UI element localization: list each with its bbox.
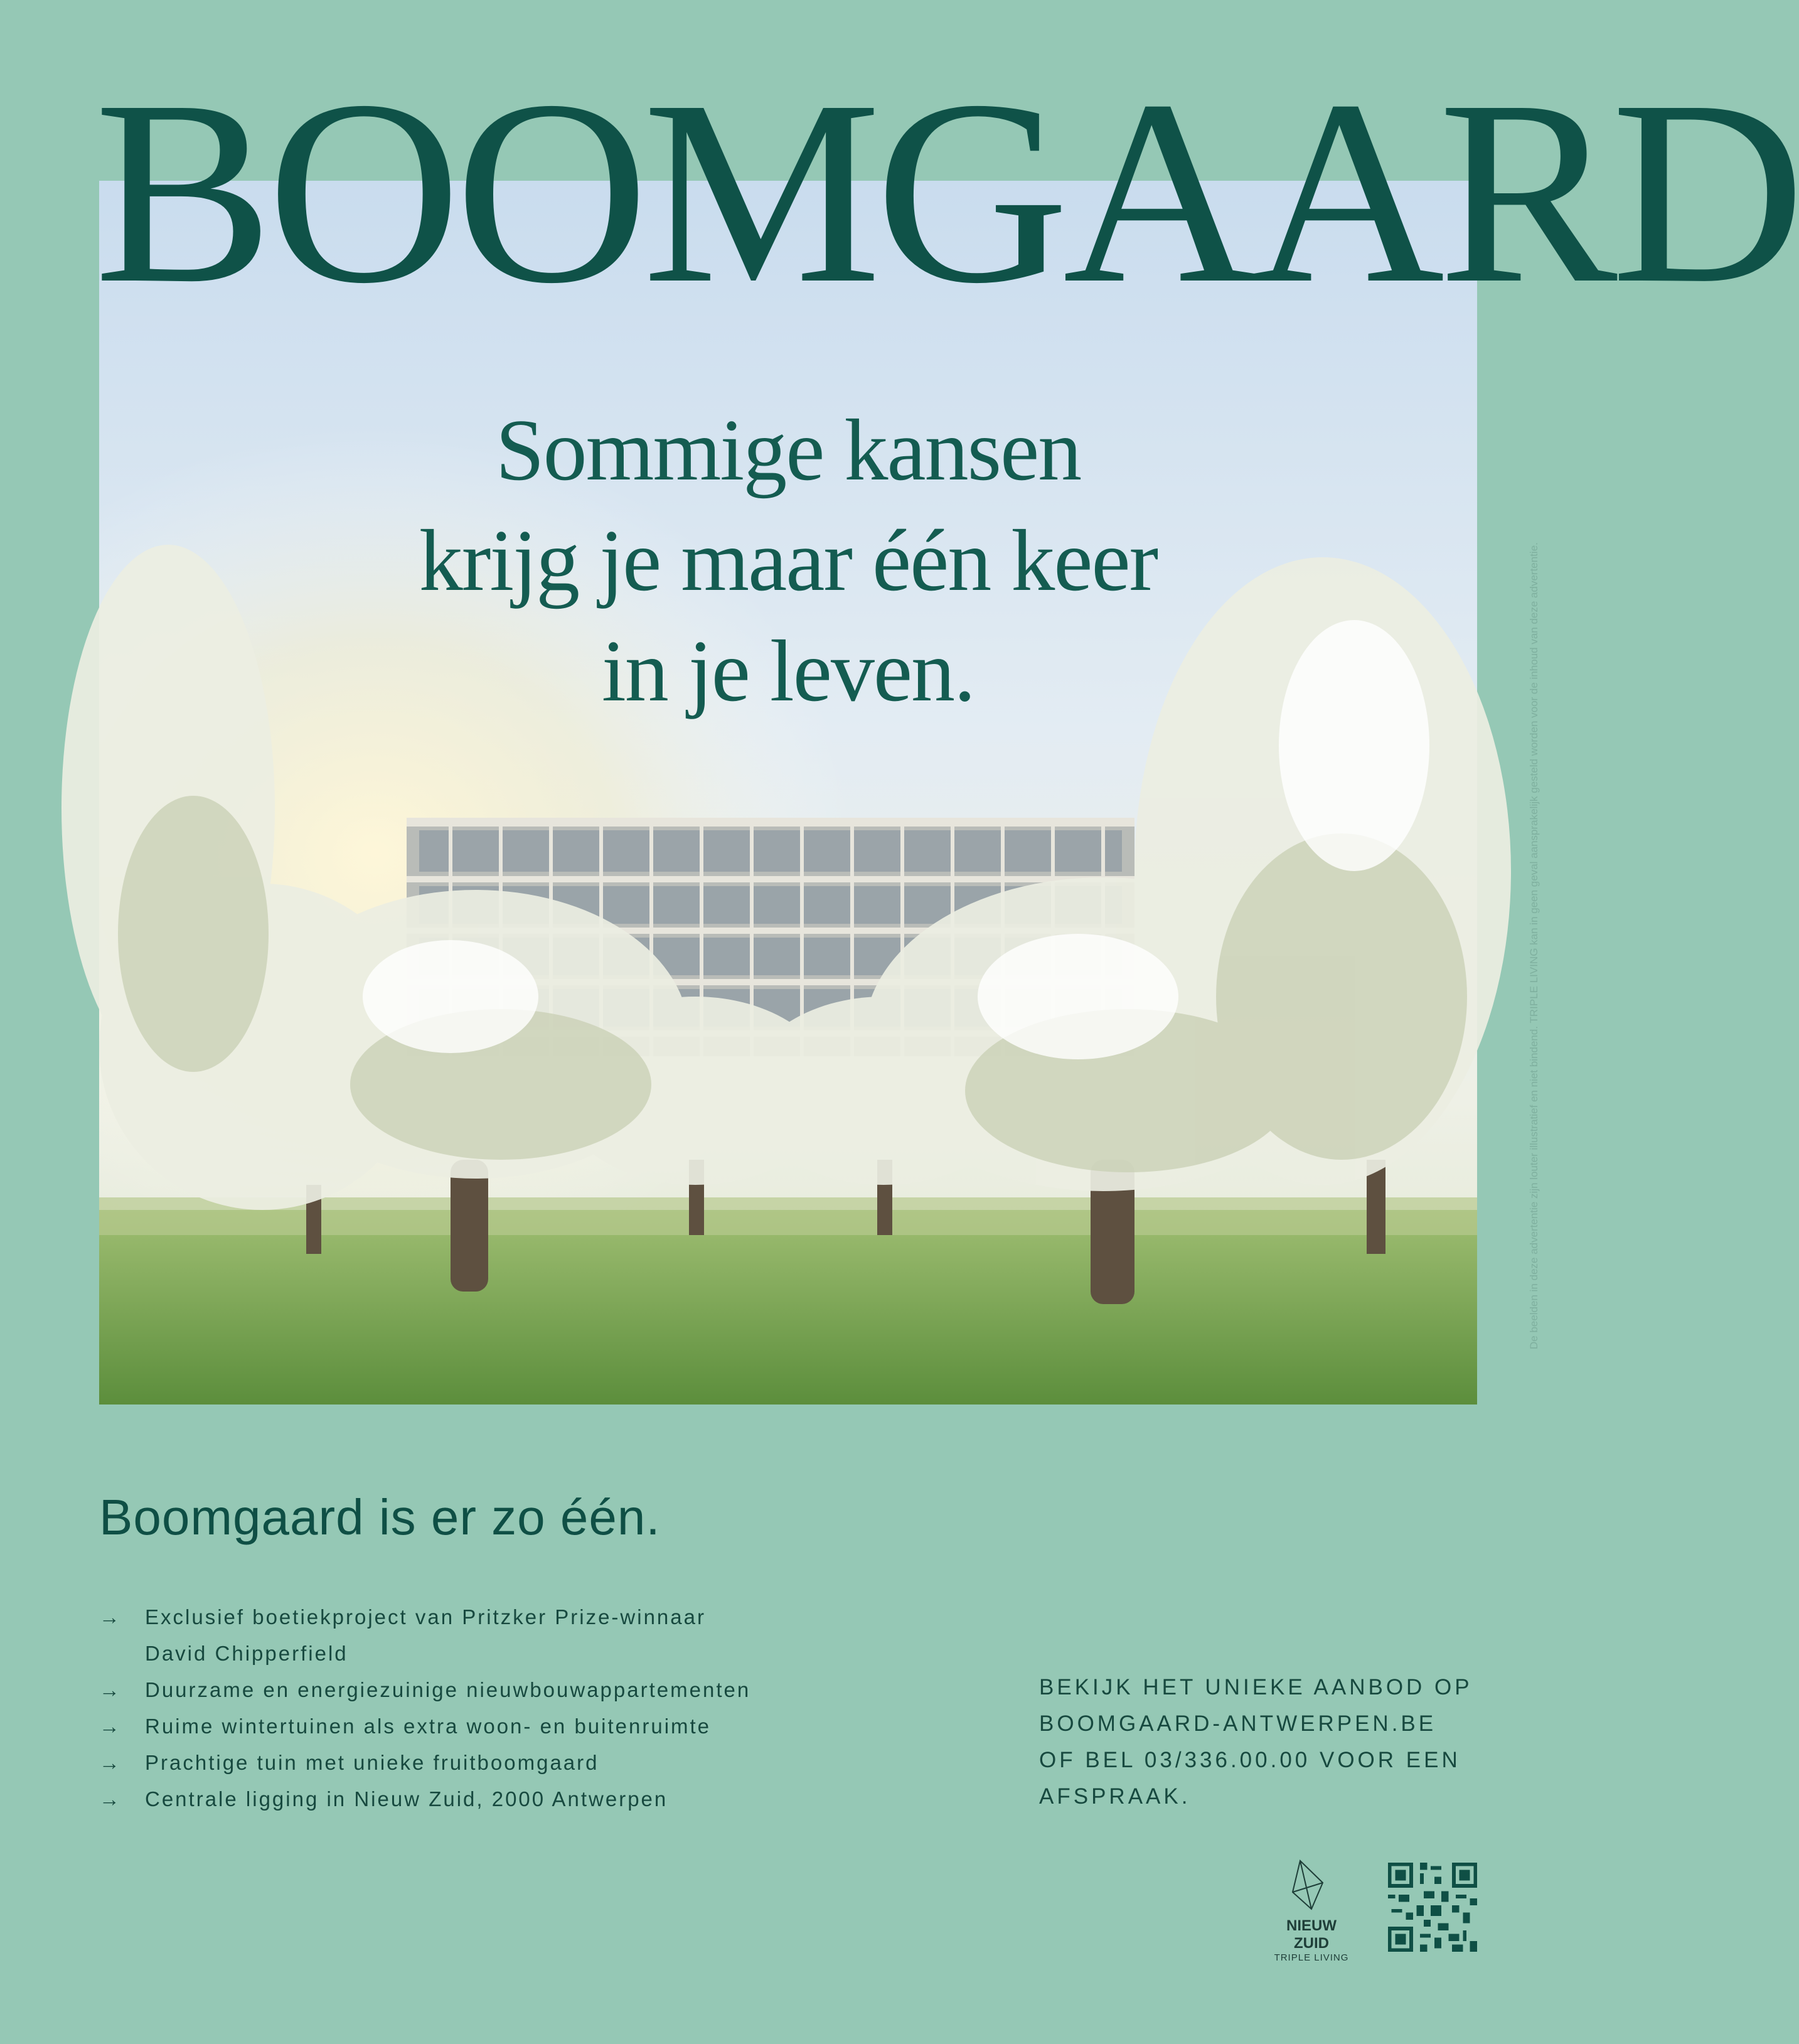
cta-line-3: OF BEL 03/336.00.00 VOOR EEN <box>1039 1748 1461 1772</box>
cta-line-1: BEKIJK HET UNIEKE AANBOD OP <box>1039 1675 1473 1699</box>
headline <box>99 395 1477 727</box>
list-item <box>99 1781 750 1817</box>
list-item <box>99 1745 750 1781</box>
feature-text: Exclusief boetiekproject van Pritzker Prize-winnaar <box>145 1605 706 1629</box>
arrow-right-icon: → <box>99 1787 122 1811</box>
qr-code-icon[interactable] <box>1388 1863 1477 1952</box>
headline-line-2: krijg je maar één keer <box>419 512 1158 609</box>
list-item <box>99 1599 750 1672</box>
feature-text: Ruime wintertuinen als extra woon- en buitenruimte <box>145 1715 712 1738</box>
nieuw-zuid-logo <box>1268 1858 1355 1963</box>
list-item <box>99 1708 750 1745</box>
call-to-action <box>1039 1669 1473 1815</box>
brand-wordmark: BOOMGAARD <box>94 46 1799 338</box>
nieuw-zuid-logo-icon <box>1286 1858 1337 1914</box>
subheading: Boomgaard is er zo één. <box>99 1489 661 1545</box>
disclaimer-text: De beelden in deze advertentie zijn louter illustratief en niet bindend. TRIPLE LIVING kan in geen geval aansprakelijk gesteld worden voor de inhoud van deze advertentie. <box>1528 542 1540 1349</box>
feature-text: Duurzame en energiezuinige nieuwbouwappartementen <box>145 1678 751 1701</box>
headline-line-3: in je leven. <box>601 623 975 720</box>
arrow-right-icon: → <box>99 1751 122 1774</box>
headline-line-1: Sommige kansen <box>495 402 1081 499</box>
arrow-right-icon: → <box>99 1605 122 1629</box>
feature-text: Centrale ligging in Nieuw Zuid, 2000 Antwerpen <box>145 1787 668 1811</box>
logo-tagline: TRIPLE LIVING <box>1274 1952 1349 1963</box>
list-item <box>99 1672 750 1708</box>
logo-name: NIEUW ZUID <box>1286 1917 1337 1952</box>
orchard-building-photo <box>99 181 1477 1405</box>
cta-website-link[interactable]: BOOMGAARD-ANTWERPEN.BE <box>1039 1711 1437 1736</box>
feature-text-continued: David Chipperfield <box>145 1642 348 1665</box>
arrow-right-icon: → <box>99 1715 122 1738</box>
cta-line-4: AFSPRAAK. <box>1039 1784 1191 1809</box>
arrow-right-icon: → <box>99 1678 122 1701</box>
feature-text: Prachtige tuin met unieke fruitboomgaard <box>145 1751 599 1774</box>
feature-list <box>99 1599 750 1817</box>
